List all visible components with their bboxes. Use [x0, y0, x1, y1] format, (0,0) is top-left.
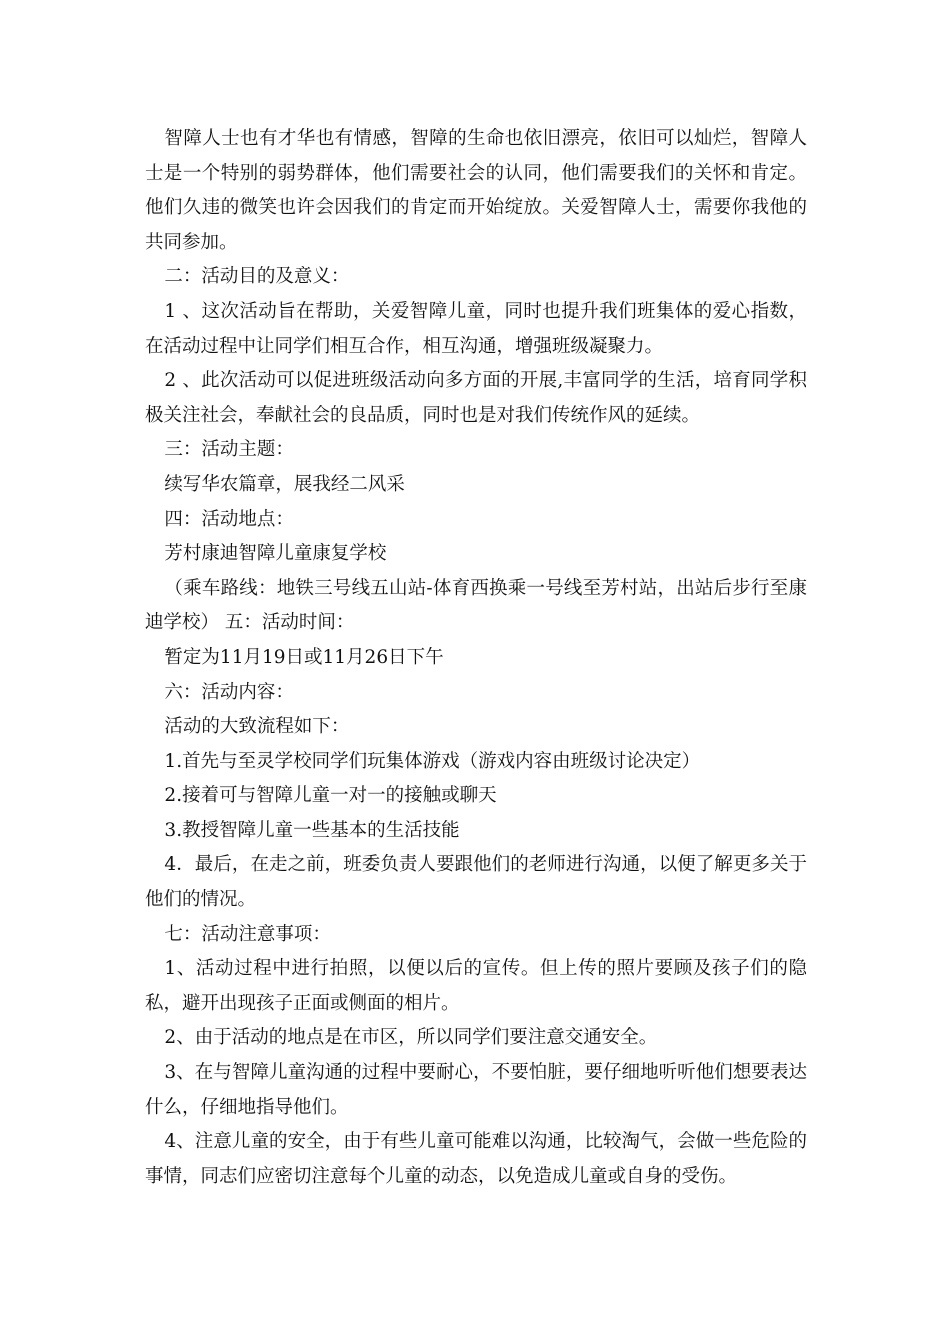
paragraph-purpose-2: 2 、此次活动可以促进班级活动向多方面的开展,丰富同学的生活，培育同学积极关注社会，奉献社会的良品质，同时也是对我们传统作风的延续。 — [145, 370, 807, 426]
list-item-flow-4: 4．最后，在走之前，班委负责人要跟他们的老师进行沟通，以便了解更多关于他们的情况。 — [145, 854, 807, 911]
list-item-note-2: 2、由于活动的地点是在市区，所以同学们要注意交通安全。 — [164, 1027, 658, 1049]
list-item-flow-3: 3.教授智障儿童一些基本的生活技能 — [164, 819, 460, 841]
list-item-flow-1: 1.首先与至灵学校同学们玩集体游戏（游戏内容由班级讨论决定） — [164, 750, 701, 772]
heading-theme: 三：活动主题： — [164, 439, 294, 461]
paragraph-theme: 续写华农篇章，展我经二风采 — [164, 473, 405, 495]
paragraph-location: 芳村康迪智障儿童康复学校 — [164, 543, 387, 565]
list-item-note-4: 4、注意儿童的安全，由于有些儿童可能难以沟通，比较淘气，会做一些危险的事情，同志们应密切注意每个儿童的动态，以免造成儿童或自身的受伤。 — [145, 1131, 807, 1187]
heading-purpose: 二：活动目的及意义： — [164, 266, 350, 288]
paragraph-route-and-time-heading: （乘车路线：地铁三号线五山站-体育西换乘一号线至芳村站，出站后步行至康迪学校） 五：活动时间： — [145, 577, 807, 634]
list-item-flow-2: 2.接着可与智障儿童一对一的接触或聊天 — [164, 785, 497, 807]
paragraph-intro: 智障人士也有才华也有情感，智障的生命也依旧漂亮，依旧可以灿烂，智障人士是一个特别的弱势群体，他们需要社会的认同，他们需要我们的关怀和肯定。他们久违的微笑也许会因我们的肯定而开始绽放。关爱智障人士，需要你我他的共同参加。 — [145, 128, 807, 253]
paragraph-purpose-1: 1 、这次活动旨在帮助，关爱智障儿童，同时也提升我们班集体的爱心指数，在活动过程中让同学们相互合作，相互沟通，增强班级凝聚力。 — [145, 300, 807, 357]
paragraph-flow-intro: 活动的大致流程如下： — [164, 716, 350, 738]
list-item-note-1: 1、活动过程中进行拍照，以便以后的宣传。但上传的照片要顾及孩子们的隐私，避开出现孩子正面或侧面的相片。 — [145, 958, 807, 1014]
document-body — [145, 122, 807, 1194]
heading-content: 六：活动内容： — [164, 681, 294, 703]
heading-notes: 七：活动注意事项： — [164, 923, 331, 945]
paragraph-time: 暂定为11月19日或11月26日下午 — [164, 646, 444, 668]
list-item-note-3: 3、在与智障儿童沟通的过程中要耐心，不要怕脏，要仔细地听听他们想要表达什么，仔细地指导他们。 — [145, 1062, 807, 1118]
heading-location: 四：活动地点： — [164, 508, 294, 530]
